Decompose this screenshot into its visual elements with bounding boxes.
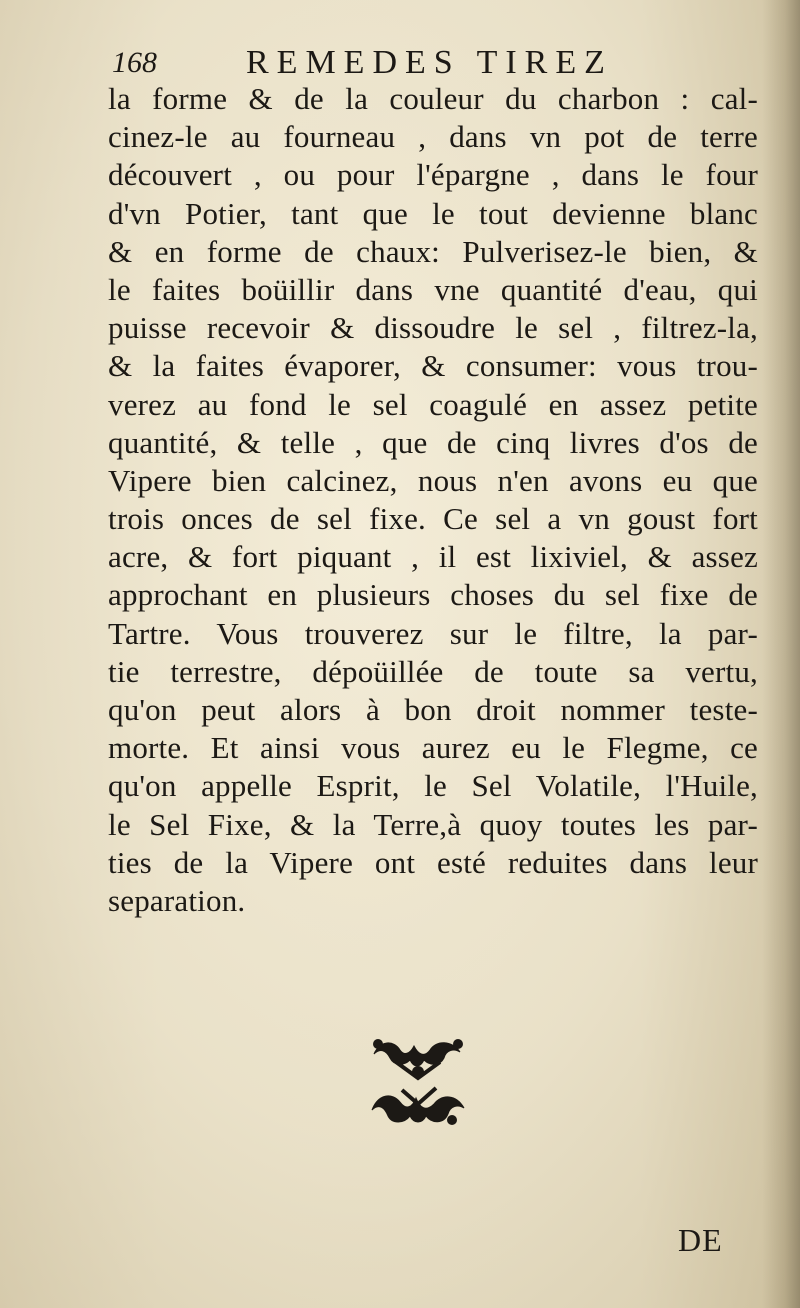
text-line: Vipere bien calcinez, nous n'en avons eu que [108,462,758,498]
page-header [108,44,728,84]
text-line: tie terrestre, dépoüillée de toute sa vertu, [108,653,758,689]
text-line: puisse recevoir & dissoudre le sel , filtrez-la, [108,310,758,346]
page-number: 168 [112,46,157,79]
text-line: Tartre. Vous trouverez sur le filtre, la par- [108,615,758,651]
printers-flower-ornament-icon [366,1032,470,1132]
text-line: morte. Et ainsi vous aurez eu le Flegme, ce [108,730,758,766]
text-line: cinez-le au fourneau , dans vn pot de terre [108,119,758,155]
text-line: qu'on peut alors à bon droit nommer teste- [108,692,758,727]
text-line: découvert , ou pour l'épargne , dans le four [108,157,758,193]
text-line: d'vn Potier, tant que le tout devienne blanc [108,195,758,231]
text-line: verez au fond le sel coagulé en assez petite [108,386,758,422]
body-text [108,80,758,920]
text-line: acre, & fort piquant , il est lixiviel, & assez [108,539,758,575]
catchword: DE [678,1222,723,1258]
text-line: ties de la Vipere ont esté reduites dans leur [108,844,758,880]
text-line: separation. [108,882,246,918]
text-line: approchant en plusieurs choses du sel fixe de [108,577,758,613]
text-line: & en forme de chaux: Pulverisez-le bien, & [108,233,758,269]
text-line: le faites boüillir dans vne quantité d'eau, qui [108,271,758,307]
page-edge-shadow [762,0,800,1308]
text-line: le Sel Fixe, & la Terre,à quoy toutes les par- [108,806,758,842]
text-line: quantité, & telle , que de cinq livres d'os de [108,424,758,460]
text-line: trois onces de sel fixe. Ce sel a vn goust fort [108,501,758,537]
running-head: REMEDES TIREZ [246,44,613,81]
text-line: la forme & de la couleur du charbon : cal- [108,81,758,116]
text-line: & la faites évaporer, & consumer: vous trou- [108,348,758,384]
text-line: qu'on appelle Esprit, le Sel Volatile, l'Huile, [108,768,758,804]
